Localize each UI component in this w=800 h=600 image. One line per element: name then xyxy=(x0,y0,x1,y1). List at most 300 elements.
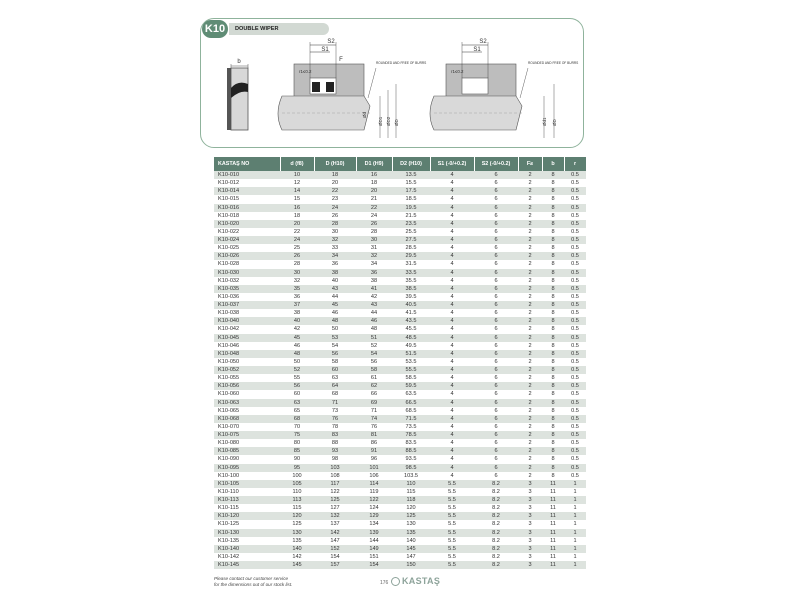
table-cell: 3 xyxy=(518,561,542,569)
radius-label-2: r1≤0.2 xyxy=(451,69,464,74)
table-cell: 26 xyxy=(356,220,392,228)
table-cell: 2 xyxy=(518,399,542,407)
table-cell: 4 xyxy=(450,310,454,317)
footer-note-line-2: for the dimensions out of our stock list. xyxy=(214,582,293,587)
table-cell: K10-018 xyxy=(218,212,240,219)
table-cell: 2 xyxy=(518,220,542,228)
table-cell: 60 xyxy=(314,366,356,374)
table-cell: K10-115 xyxy=(218,505,239,512)
table-cell: 50 xyxy=(293,358,301,365)
table-cell: 0.5 xyxy=(571,358,579,365)
table-cell: 101 xyxy=(356,464,392,472)
table-row xyxy=(214,455,586,463)
table-cell: 8.2 xyxy=(474,512,518,520)
table-cell: K10-085 xyxy=(214,447,280,455)
table-cell: 93 xyxy=(314,447,356,455)
table-cell: 4 xyxy=(430,220,474,228)
table-row xyxy=(214,423,586,431)
table-cell: 8 xyxy=(551,261,555,268)
table-cell: 8 xyxy=(542,415,564,423)
table-cell: 45 xyxy=(314,301,356,309)
table-cell: 6 xyxy=(474,464,518,472)
table-cell: 98 xyxy=(331,456,339,463)
table-cell: 8 xyxy=(551,423,555,430)
table-cell: 28 xyxy=(370,228,378,235)
table-cell: 70 xyxy=(293,423,301,430)
table-cell: 63 xyxy=(331,375,339,382)
table-row xyxy=(214,439,586,447)
table-cell: 30 xyxy=(280,269,314,277)
radius-label-1: r1≤0.2 xyxy=(299,69,312,74)
table-cell: 4 xyxy=(450,261,454,268)
table-cell: 0.5 xyxy=(571,391,579,398)
table-row xyxy=(214,252,586,260)
table-row xyxy=(214,342,586,350)
table-cell: 8 xyxy=(551,310,555,317)
table-cell: 8.2 xyxy=(492,537,500,544)
table-cell: 52 xyxy=(280,366,314,374)
table-cell: K10-055 xyxy=(218,375,240,382)
table-cell: 2 xyxy=(528,245,532,252)
table-cell: 24 xyxy=(314,204,356,212)
table-cell: 8 xyxy=(542,285,564,293)
table-cell: 0.5 xyxy=(571,326,579,333)
table-cell: 6 xyxy=(494,261,498,268)
table-cell: 56 xyxy=(370,358,378,365)
table-cell: 29.5 xyxy=(392,252,430,260)
table-cell: 130 xyxy=(406,521,416,528)
table-cell: 48 xyxy=(314,317,356,325)
table-cell: 11 xyxy=(550,488,556,495)
table-cell: 37 xyxy=(280,301,314,309)
table-cell: 4 xyxy=(430,334,474,342)
table-cell: K10-120 xyxy=(214,512,280,520)
table-cell: 24 xyxy=(280,236,314,244)
table-cell: 8 xyxy=(551,456,555,463)
table-cell: 3 xyxy=(518,480,542,488)
table-cell: 2 xyxy=(528,342,532,349)
table-cell: 0.5 xyxy=(571,293,579,300)
table-cell: 11 xyxy=(542,529,564,537)
table-cell: 129 xyxy=(356,512,392,520)
dim-d1b-label: Ød1 xyxy=(542,117,547,126)
table-cell: 35 xyxy=(280,285,314,293)
table-cell: 103.5 xyxy=(404,472,418,479)
table-cell: 8 xyxy=(551,440,555,447)
table-header-row xyxy=(214,157,586,171)
table-cell: 69 xyxy=(356,399,392,407)
table-cell: 0.5 xyxy=(564,350,586,358)
table-row xyxy=(214,464,586,472)
table-cell: K10-065 xyxy=(218,407,240,414)
table-cell: 124 xyxy=(369,505,379,512)
table-cell: 8.2 xyxy=(474,496,518,504)
table-cell: 86 xyxy=(370,440,378,447)
table-cell: 6 xyxy=(494,245,498,252)
table-cell: 4 xyxy=(450,293,454,300)
footer-note xyxy=(214,576,292,588)
table-cell: 0.5 xyxy=(564,334,586,342)
table-cell: 4 xyxy=(430,317,474,325)
table-cell: 2 xyxy=(528,293,532,300)
table-cell: 75 xyxy=(280,431,314,439)
col-header-kastas-no: KASTAŞ NO xyxy=(214,157,280,171)
table-cell: 8 xyxy=(551,358,555,365)
product-title: DOUBLE WIPER xyxy=(235,26,279,32)
table-cell: 6 xyxy=(474,285,518,293)
table-cell: K10-110 xyxy=(218,488,239,495)
table-cell: 4 xyxy=(430,285,474,293)
table-cell: 83 xyxy=(314,431,356,439)
dim-db-label: ØD xyxy=(552,119,557,126)
table-row xyxy=(214,325,586,333)
table-cell: 114 xyxy=(356,480,392,488)
col-header-d1: D1 (H9) xyxy=(356,157,392,171)
table-cell: K10-142 xyxy=(218,553,240,560)
table-row xyxy=(214,553,586,561)
table-cell: 6 xyxy=(474,301,518,309)
col-header-b: b xyxy=(542,157,564,171)
installation-drawing-1 xyxy=(278,39,426,138)
table-cell: K10-063 xyxy=(214,399,280,407)
table-cell: 24 xyxy=(370,212,378,219)
table-cell: 8 xyxy=(551,293,555,300)
table-cell: K10-036 xyxy=(218,293,240,300)
table-cell: 45 xyxy=(280,334,314,342)
table-cell: 8 xyxy=(542,204,564,212)
table-row xyxy=(214,399,586,407)
table-cell: 2 xyxy=(518,171,542,179)
table-cell: 152 xyxy=(314,545,356,553)
table-cell: 0.5 xyxy=(571,228,579,235)
table-cell: 41 xyxy=(356,285,392,293)
col-header-d2: D2 (H10) xyxy=(392,157,430,171)
table-cell: 88 xyxy=(331,440,339,447)
table-cell: 0.5 xyxy=(564,220,586,228)
table-cell: 5.5 xyxy=(448,488,456,495)
table-cell: 40.5 xyxy=(392,301,430,309)
table-cell: 55 xyxy=(293,375,301,382)
table-cell: 2 xyxy=(518,285,542,293)
table-cell: 2 xyxy=(528,375,532,382)
table-cell: 16 xyxy=(280,204,314,212)
table-cell: 20 xyxy=(356,187,392,195)
table-cell: 1 xyxy=(564,529,586,537)
finish-note-1: ROUNDED AND FREE OF BURRS xyxy=(376,61,427,65)
table-row xyxy=(214,431,586,439)
table-cell: 2 xyxy=(528,407,532,414)
table-row xyxy=(214,309,586,317)
table-row xyxy=(214,561,586,569)
table-row xyxy=(214,236,586,244)
table-cell: 8 xyxy=(551,407,555,414)
table-cell: 6 xyxy=(494,423,498,430)
table-row xyxy=(214,496,586,504)
table-cell: 0.5 xyxy=(564,464,586,472)
table-cell: 68 xyxy=(331,391,339,398)
table-cell: 6 xyxy=(494,180,498,187)
table-cell: 1 xyxy=(573,537,577,544)
table-cell: 137 xyxy=(330,521,340,528)
table-cell: 2 xyxy=(528,180,532,187)
table-cell: 4 xyxy=(450,245,454,252)
table-cell: 157 xyxy=(314,561,356,569)
table-cell: 11 xyxy=(542,512,564,520)
table-cell: 48 xyxy=(280,350,314,358)
table-cell: 105 xyxy=(280,480,314,488)
table-cell: 15.5 xyxy=(405,180,417,187)
table-cell: 2 xyxy=(518,415,542,423)
table-cell: 140 xyxy=(406,537,416,544)
table-cell: 115 xyxy=(406,488,416,495)
table-cell: K10-032 xyxy=(218,277,240,284)
table-cell: 151 xyxy=(369,553,379,560)
table-cell: 5.5 xyxy=(430,496,474,504)
table-cell: 36 xyxy=(293,293,301,300)
table-cell: 2 xyxy=(518,204,542,212)
table-cell: 142 xyxy=(292,553,302,560)
table-row xyxy=(214,350,586,358)
table-cell: 78.5 xyxy=(392,431,430,439)
table-cell: 132 xyxy=(314,512,356,520)
table-cell: 6 xyxy=(494,472,498,479)
table-cell: 6 xyxy=(494,293,498,300)
table-cell: 2 xyxy=(528,423,532,430)
table-cell: 8 xyxy=(542,431,564,439)
table-cell: 4 xyxy=(430,252,474,260)
table-cell: 83.5 xyxy=(405,440,417,447)
dim-f-label: F xyxy=(339,57,343,63)
table-row xyxy=(214,204,586,212)
table-cell: 68.5 xyxy=(405,407,417,414)
table-cell: 71.5 xyxy=(392,415,430,423)
table-row xyxy=(214,171,586,179)
table-cell: 0.5 xyxy=(571,310,579,317)
table-cell: 0.5 xyxy=(564,187,586,195)
table-cell: 21 xyxy=(370,196,378,203)
table-cell: K10-100 xyxy=(218,472,240,479)
table-cell: 1 xyxy=(564,512,586,520)
table-cell: 1 xyxy=(564,545,586,553)
table-cell: K10-028 xyxy=(218,261,240,268)
table-row xyxy=(214,366,586,374)
table-cell: 1 xyxy=(573,553,577,560)
table-cell: 26 xyxy=(331,212,339,219)
table-cell: 6 xyxy=(494,277,498,284)
table-cell: 2 xyxy=(518,236,542,244)
table-cell: 8.2 xyxy=(492,521,500,528)
table-cell: 46 xyxy=(331,310,339,317)
table-cell: 11 xyxy=(542,496,564,504)
table-cell: K10-056 xyxy=(214,382,280,390)
table-cell: 63 xyxy=(280,399,314,407)
table-cell: 33 xyxy=(331,245,339,252)
table-cell: 6 xyxy=(474,415,518,423)
brand-name: KASTAŞ xyxy=(402,576,441,586)
table-cell: 6 xyxy=(474,431,518,439)
table-cell: 85 xyxy=(280,447,314,455)
footer-note-line-1: Please contact our customer service xyxy=(214,576,289,581)
table-cell: 23 xyxy=(331,196,339,203)
col-header-f: F≥ xyxy=(518,157,542,171)
logo-ring-icon xyxy=(391,577,400,586)
col-header-d: d (f8) xyxy=(280,157,314,171)
table-cell: 2 xyxy=(518,431,542,439)
table-cell: K10-135 xyxy=(218,537,240,544)
dim-s1-label-2: S1 xyxy=(473,47,481,53)
table-cell: 46 xyxy=(293,342,301,349)
table-row xyxy=(214,179,586,187)
table-cell: 4 xyxy=(450,196,454,203)
seal-profile-drawing xyxy=(227,59,248,130)
table-cell: 3 xyxy=(528,553,532,560)
table-cell: K10-060 xyxy=(218,391,240,398)
table-row xyxy=(214,220,586,228)
table-cell: 49.5 xyxy=(405,342,417,349)
table-cell: K10-125 xyxy=(218,521,240,528)
table-cell: 3 xyxy=(528,488,532,495)
table-cell: 40 xyxy=(280,317,314,325)
table-cell: 14 xyxy=(280,187,314,195)
table-row xyxy=(214,504,586,512)
table-cell: 4 xyxy=(450,375,454,382)
table-cell: 5.5 xyxy=(430,545,474,553)
table-cell: 4 xyxy=(430,447,474,455)
table-cell: 4 xyxy=(450,358,454,365)
table-cell: 0.5 xyxy=(564,415,586,423)
table-cell: 17.5 xyxy=(392,187,430,195)
table-cell: 11 xyxy=(550,505,556,512)
table-cell: K10-130 xyxy=(214,529,280,537)
table-cell: 66 xyxy=(370,391,378,398)
table-row xyxy=(214,212,586,220)
table-cell: 140 xyxy=(280,545,314,553)
table-cell: 54 xyxy=(356,350,392,358)
table-body xyxy=(214,171,586,569)
table-cell: 44 xyxy=(370,310,378,317)
table-cell: 23.5 xyxy=(392,220,430,228)
table-cell: 33.5 xyxy=(392,269,430,277)
table-row xyxy=(214,447,586,455)
table-cell: 2 xyxy=(518,350,542,358)
table-cell: 63.5 xyxy=(405,391,417,398)
table-cell: K10-012 xyxy=(218,180,240,187)
table-cell: 1 xyxy=(564,561,586,569)
table-cell: 38 xyxy=(293,310,301,317)
col-header-big-d: D (H10) xyxy=(314,157,356,171)
table-cell: K10-090 xyxy=(218,456,240,463)
table-cell: 6 xyxy=(494,456,498,463)
dim-s2-label-1: S2 xyxy=(327,39,335,45)
table-cell: 3 xyxy=(528,521,532,528)
table-row xyxy=(214,415,586,423)
table-cell: 8 xyxy=(551,245,555,252)
table-cell: 18 xyxy=(314,171,356,179)
table-row xyxy=(214,488,586,496)
table-cell: 36 xyxy=(356,269,392,277)
table-cell: 80 xyxy=(293,440,301,447)
table-cell: 6 xyxy=(474,204,518,212)
installation-drawing-2 xyxy=(430,39,578,138)
table-cell: 2 xyxy=(518,301,542,309)
table-cell: 73.5 xyxy=(405,423,417,430)
table-cell: 74 xyxy=(356,415,392,423)
table-cell: 125 xyxy=(314,496,356,504)
table-cell: 8 xyxy=(542,220,564,228)
table-cell: 15 xyxy=(293,196,301,203)
table-cell: 11 xyxy=(550,553,556,560)
table-cell: 6 xyxy=(494,358,498,365)
table-cell: 76 xyxy=(370,423,378,430)
table-cell: 56 xyxy=(280,382,314,390)
table-cell: 8 xyxy=(551,277,555,284)
table-cell: 59.5 xyxy=(392,382,430,390)
table-cell: 8 xyxy=(551,391,555,398)
dim-s1-label-1: S1 xyxy=(321,47,329,53)
table-cell: 6 xyxy=(474,252,518,260)
table-cell: 18 xyxy=(293,212,301,219)
table-cell: 1 xyxy=(564,480,586,488)
table-cell: 4 xyxy=(430,366,474,374)
table-cell: 4 xyxy=(430,171,474,179)
table-cell: 95 xyxy=(280,464,314,472)
table-cell: 54 xyxy=(331,342,339,349)
table-cell: 0.5 xyxy=(564,447,586,455)
table-cell: 0.5 xyxy=(571,375,579,382)
dim-bigd-label: ØD xyxy=(394,119,399,126)
table-cell: 61 xyxy=(370,375,378,382)
table-row xyxy=(214,228,586,236)
table-cell: 2 xyxy=(528,212,532,219)
table-cell: 20 xyxy=(331,180,339,187)
product-code-badge: K10 xyxy=(202,20,228,38)
table-cell: 2 xyxy=(518,269,542,277)
table-cell: 103 xyxy=(314,464,356,472)
col-header-s1: S1 (-0/+0.2) xyxy=(430,157,474,171)
table-cell: 3 xyxy=(518,529,542,537)
table-cell: K10-020 xyxy=(214,220,280,228)
table-cell: 4 xyxy=(430,399,474,407)
table-cell: K10-010 xyxy=(214,171,280,179)
table-cell: K10-068 xyxy=(214,415,280,423)
table-cell: 32 xyxy=(293,277,301,284)
table-cell: 2 xyxy=(518,464,542,472)
table-cell: 4 xyxy=(450,423,454,430)
table-cell: 115 xyxy=(292,505,302,512)
table-cell: 8 xyxy=(542,252,564,260)
table-cell: 8 xyxy=(542,350,564,358)
table-cell: 8 xyxy=(551,228,555,235)
table-cell: 4 xyxy=(450,180,454,187)
table-cell: 3 xyxy=(518,545,542,553)
table-cell: 0.5 xyxy=(564,301,586,309)
table-cell: 27.5 xyxy=(392,236,430,244)
table-cell: 147 xyxy=(406,553,416,560)
table-cell: 88.5 xyxy=(392,447,430,455)
table-cell: 6 xyxy=(474,269,518,277)
table-cell: K10-070 xyxy=(218,423,240,430)
table-row xyxy=(214,512,586,520)
table-cell: 3 xyxy=(528,505,532,512)
table-cell: 110 xyxy=(292,488,302,495)
table-cell: 42 xyxy=(293,326,301,333)
table-cell: 8.2 xyxy=(474,529,518,537)
table-cell: K10-046 xyxy=(218,342,240,349)
table-cell: 0.5 xyxy=(571,456,579,463)
table-cell: 13.5 xyxy=(392,171,430,179)
table-cell: 2 xyxy=(528,391,532,398)
table-cell: 130 xyxy=(280,529,314,537)
